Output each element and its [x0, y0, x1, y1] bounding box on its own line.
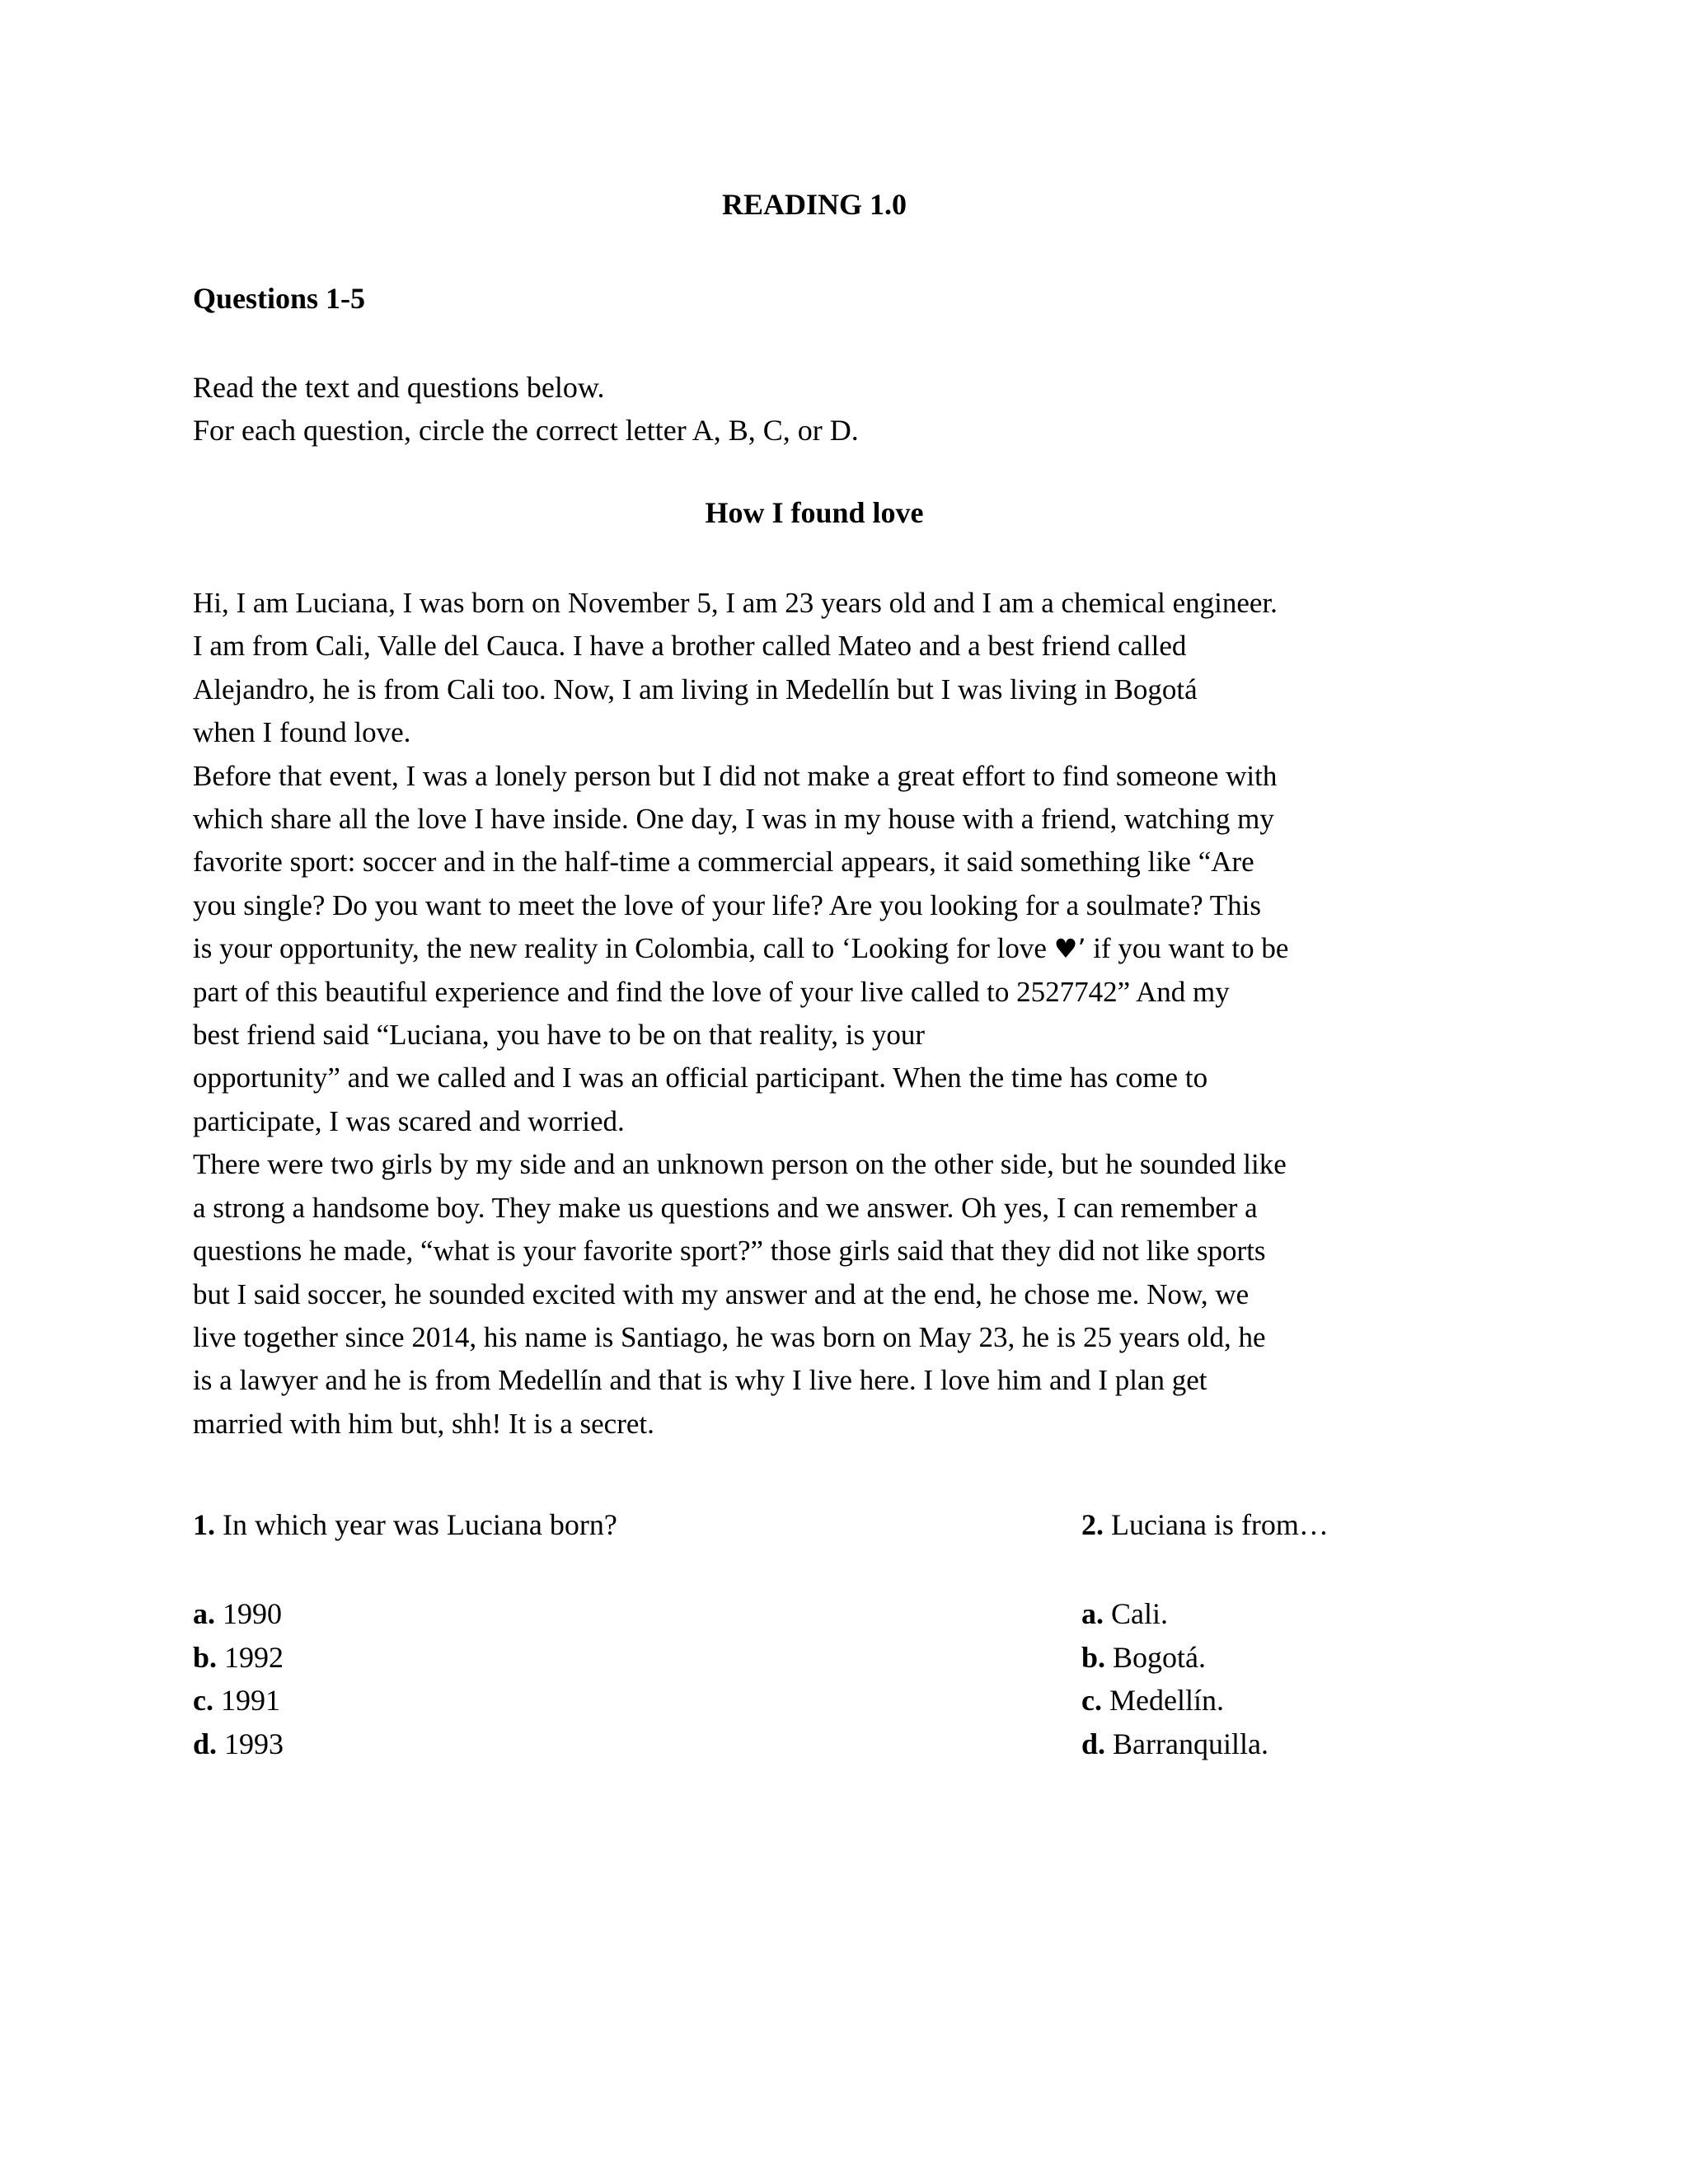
answer-option[interactable]	[1081, 1722, 1268, 1766]
story-title: How I found love	[705, 496, 924, 529]
story-line: questions he made, “what is your favorite sport?” those girls said that they did not like sports	[193, 1235, 1266, 1268]
answer-option[interactable]	[193, 1679, 284, 1722]
question-text: Luciana is from…	[1104, 1508, 1329, 1541]
instructions	[193, 366, 859, 452]
option-letter: c.	[193, 1684, 213, 1717]
question-2-options	[1081, 1592, 1268, 1765]
option-text: Bogotá.	[1105, 1640, 1207, 1674]
story-line: is a lawyer and he is from Medellín and that is why I live here. I love him and I plan get	[193, 1364, 1207, 1397]
option-letter: b.	[1081, 1640, 1106, 1674]
story-line: Before that event, I was a lonely person but I did not make a great effort to find someone with	[193, 759, 1278, 792]
heart-icon: ♥’	[1053, 933, 1086, 965]
story-line: a strong a handsome boy. They make us questions and we answer. Oh yes, I can remember a	[193, 1191, 1258, 1224]
option-text: Medellín.	[1101, 1684, 1224, 1717]
question-1-options	[193, 1592, 284, 1765]
story-line: favorite sport: soccer and in the half-time a commercial appears, it said something like “Are	[193, 846, 1254, 879]
question-number: 2.	[1081, 1508, 1104, 1541]
question-number: 1.	[193, 1508, 215, 1541]
option-letter: d.	[193, 1727, 218, 1760]
story-line: participate, I was scared and worried.	[193, 1104, 625, 1137]
answer-option[interactable]	[1081, 1592, 1268, 1636]
question-2	[1081, 1507, 1329, 1543]
story-line: when I found love.	[193, 716, 411, 749]
option-letter: a.	[1081, 1597, 1104, 1630]
option-text: Cali.	[1104, 1597, 1168, 1630]
story-line: Hi, I am Luciana, I was born on November 5, I am 23 years old and I am a chemical engineer.	[193, 587, 1278, 619]
answer-option[interactable]	[193, 1636, 284, 1680]
option-letter: c.	[1081, 1684, 1102, 1717]
story-line: part of this beautiful experience and find the love of your live called to 2527742” And my	[193, 975, 1230, 1008]
story-line: you single? Do you want to meet the love of your life? Are you looking for a soulmate? This	[193, 888, 1262, 921]
story-line	[193, 927, 1479, 970]
answer-option[interactable]	[1081, 1636, 1268, 1680]
question-1	[193, 1507, 617, 1543]
story-line: opportunity” and we called and I was an official participant. When the time has come to	[193, 1062, 1208, 1094]
story-text	[193, 582, 1479, 1446]
option-text: 1991	[213, 1684, 280, 1717]
answer-option[interactable]	[1081, 1679, 1268, 1722]
story-line-segment: is your opportunity, the new reality in Colombia, call to ‘Looking for love	[193, 932, 1054, 965]
instruction-line: For each question, circle the correct letter A, B, C, or D.	[193, 414, 859, 447]
page-title: READING 1.0	[721, 188, 907, 221]
option-text: 1990	[215, 1597, 282, 1630]
option-letter: a.	[193, 1597, 215, 1630]
instruction-line: Read the text and questions below.	[193, 371, 605, 404]
story-line-segment: if you want to be	[1085, 932, 1289, 965]
question-text: In which year was Luciana born?	[215, 1508, 617, 1541]
questions-heading: Questions 1-5	[193, 282, 366, 315]
option-text: 1993	[217, 1727, 284, 1760]
option-text: 1992	[217, 1640, 284, 1674]
story-line: married with him but, shh! It is a secret.	[193, 1407, 654, 1440]
story-line: which share all the love I have inside. One day, I was in my house with a friend, watching my	[193, 803, 1274, 836]
story-line: There were two girls by my side and an unknown person on the other side, but he sounded like	[193, 1148, 1287, 1181]
story-line: but I said soccer, he sounded excited with my answer and at the end, he chose me. Now, we	[193, 1277, 1250, 1310]
option-text: Barranquilla.	[1105, 1727, 1268, 1760]
answer-option[interactable]	[193, 1592, 284, 1636]
answer-option[interactable]	[193, 1722, 284, 1766]
option-letter: d.	[1081, 1727, 1106, 1760]
story-line: live together since 2014, his name is Santiago, he was born on May 23, he is 25 years old, he	[193, 1320, 1266, 1353]
story-line: Alejandro, he is from Cali too. Now, I am living in Medellín but I was living in Bogotá	[193, 673, 1198, 705]
story-line: I am from Cali, Valle del Cauca. I have a brother called Mateo and a best friend called	[193, 630, 1187, 663]
story-line: best friend said “Luciana, you have to be on that reality, is your	[193, 1019, 926, 1052]
option-letter: b.	[193, 1640, 218, 1674]
